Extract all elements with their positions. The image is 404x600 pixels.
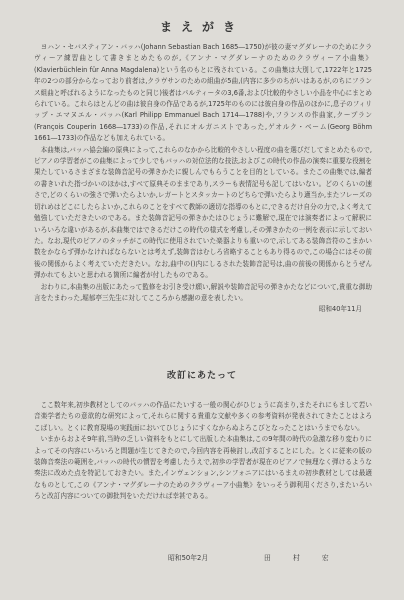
revision-paragraph-1: ここ数年来,初歩教材としてのバッハの作品にたいする一般の関心がひじょうに高まり,またそれにもまして若い音楽学者たちの意欲的な研究によって,それらに関する貴重な文献や多くの参考資料が発表されてきたことはよろこばしい。とくに教育現場の実践面においてひじょうにすくなからぬよろこびとなったことはいうまでもない。 (34, 401, 372, 432)
revision-body (34, 400, 372, 503)
preface-paragraph-3: おわりに,本曲集の出版にあたって監修をお引き受け願い,解説や装飾音記号の弾きかたなどについて,貴重な御助言をたまわった,堀郁亭三先生に対してこころから感謝の意を表したい。 (34, 282, 372, 302)
preface-date: 昭和40年11月 (318, 305, 362, 314)
revision-title: 改訂にあたって (166, 371, 237, 381)
revision-signature (168, 552, 368, 562)
preface-paragraph-1: ヨハン・セバスティアン・バッハ(Johann Sebastian Bach 1685―1750)が彼の妻マグダレーナのためにクラヴィーア練習曲として書きまとめたものが,《アンナ・マグダレーナのためのクラヴィーア小曲集》(Klavierbüchlein für Anna Magdalena)という名のもとに残されている。この曲集は大別して,1722年と1725年の2つの部分からなっており前者は,クラヴサンのための組曲が5曲,(内容に多少のちがいはあるが,のちにフランス組曲と呼ばれるようになったものと同じ)後者はパルティータの3,6番,および比較的やさしい小品を中心にまとめられている。これらはとんどの曲は彼自身の作品であるが,1725年のものには彼自身の作品のほかに,息子のフィリップ・エマヌエル・バッハ(Karl Philipp Emmanuel Bach 1714―1788)や,フランスの作曲家,クープラン(François Couperin 1668―1733)の作品,それにオルガニストであった,ゲオルク・ベーム(Georg Böhm 1661―1733)の作品なども加えられている。 (34, 43, 372, 143)
revision-author: 田 村 宏 (264, 554, 339, 562)
preface-title: まえがき (159, 20, 244, 34)
preface-body (34, 42, 372, 316)
revision-paragraph-2: いまからおよそ9年前,当時の乏しい資料をもとにして出版した本曲集は,この9年間の時代の急激な移り変わりによってその内容にいろいろと問題が生じてきたので,今回内容を再検討し,改訂することにした。とくに従来の版の装飾音奏法の範囲を,バッハの時代の慣習を考慮したうえで,初歩の学習者が現在のピアノで無理なく弾けるような奏法に改めた点を特記しておきたい。また,インヴェンション,シンフォニアにはいるまえの初歩教材としては最適なものとして,この《アンナ・マグダレーナのためのクラヴィーア小曲集》をいっそう御利用くださり,またいろいろと改訂内容についての御批判をいただければ幸甚である。 (34, 435, 372, 501)
preface-paragraph-2: 本曲集は,バッハ協会編の原典によって,これらのなかから比較的やさしい程度の曲を選びだしてまとめたもので,ピアノの学習者がこの曲集によって少しでもバッハの対位法的な技法,およびこの時代の作品の演奏に重要な役割を果たしているさまざまな装飾音記号の弾きかたに親しんでもらうことを目的としている。またこの曲集では,編者の書きいれた指づかいのほかは,すべて原典そのままであり,スラーも表情記号も記してはいない。どのくらいの速さで,どのくらいの強さで弾いたらよいか,レガートとスタッカートのどちらで弾いたらより適当か,またフレーズの切れめはどこにしたらよいか,これらのことをすべて教師の適切な指導のもとに,できるだけ自分の力で,よく考えて勉強していただきたいのである。また装飾音記号の弾きかたはひじょうに難解で,現在では演奏者によって解釈にいろいろな違いがあるが,本曲集ではできるだけこの時代の様式を考慮し,その弾きかたの一例を表示に示しておいた。なお,現代のピアノのタッチがこの時代に使用されていた楽器よりも重いので,示してある装飾音符のこまかい数をかならず弾かなければならないとは考えず,装飾音はむしろ省略することもあり得るので,この場合にはその前後の関係からよく考えていただきたい。なお,曲中の()内にしるされた装飾音記号は,曲の前後の関係からとうぜん弾かれてもよいと思われる箇所に編者が付したものである。 (34, 145, 372, 280)
revision-date: 昭和50年2月 (168, 554, 209, 562)
